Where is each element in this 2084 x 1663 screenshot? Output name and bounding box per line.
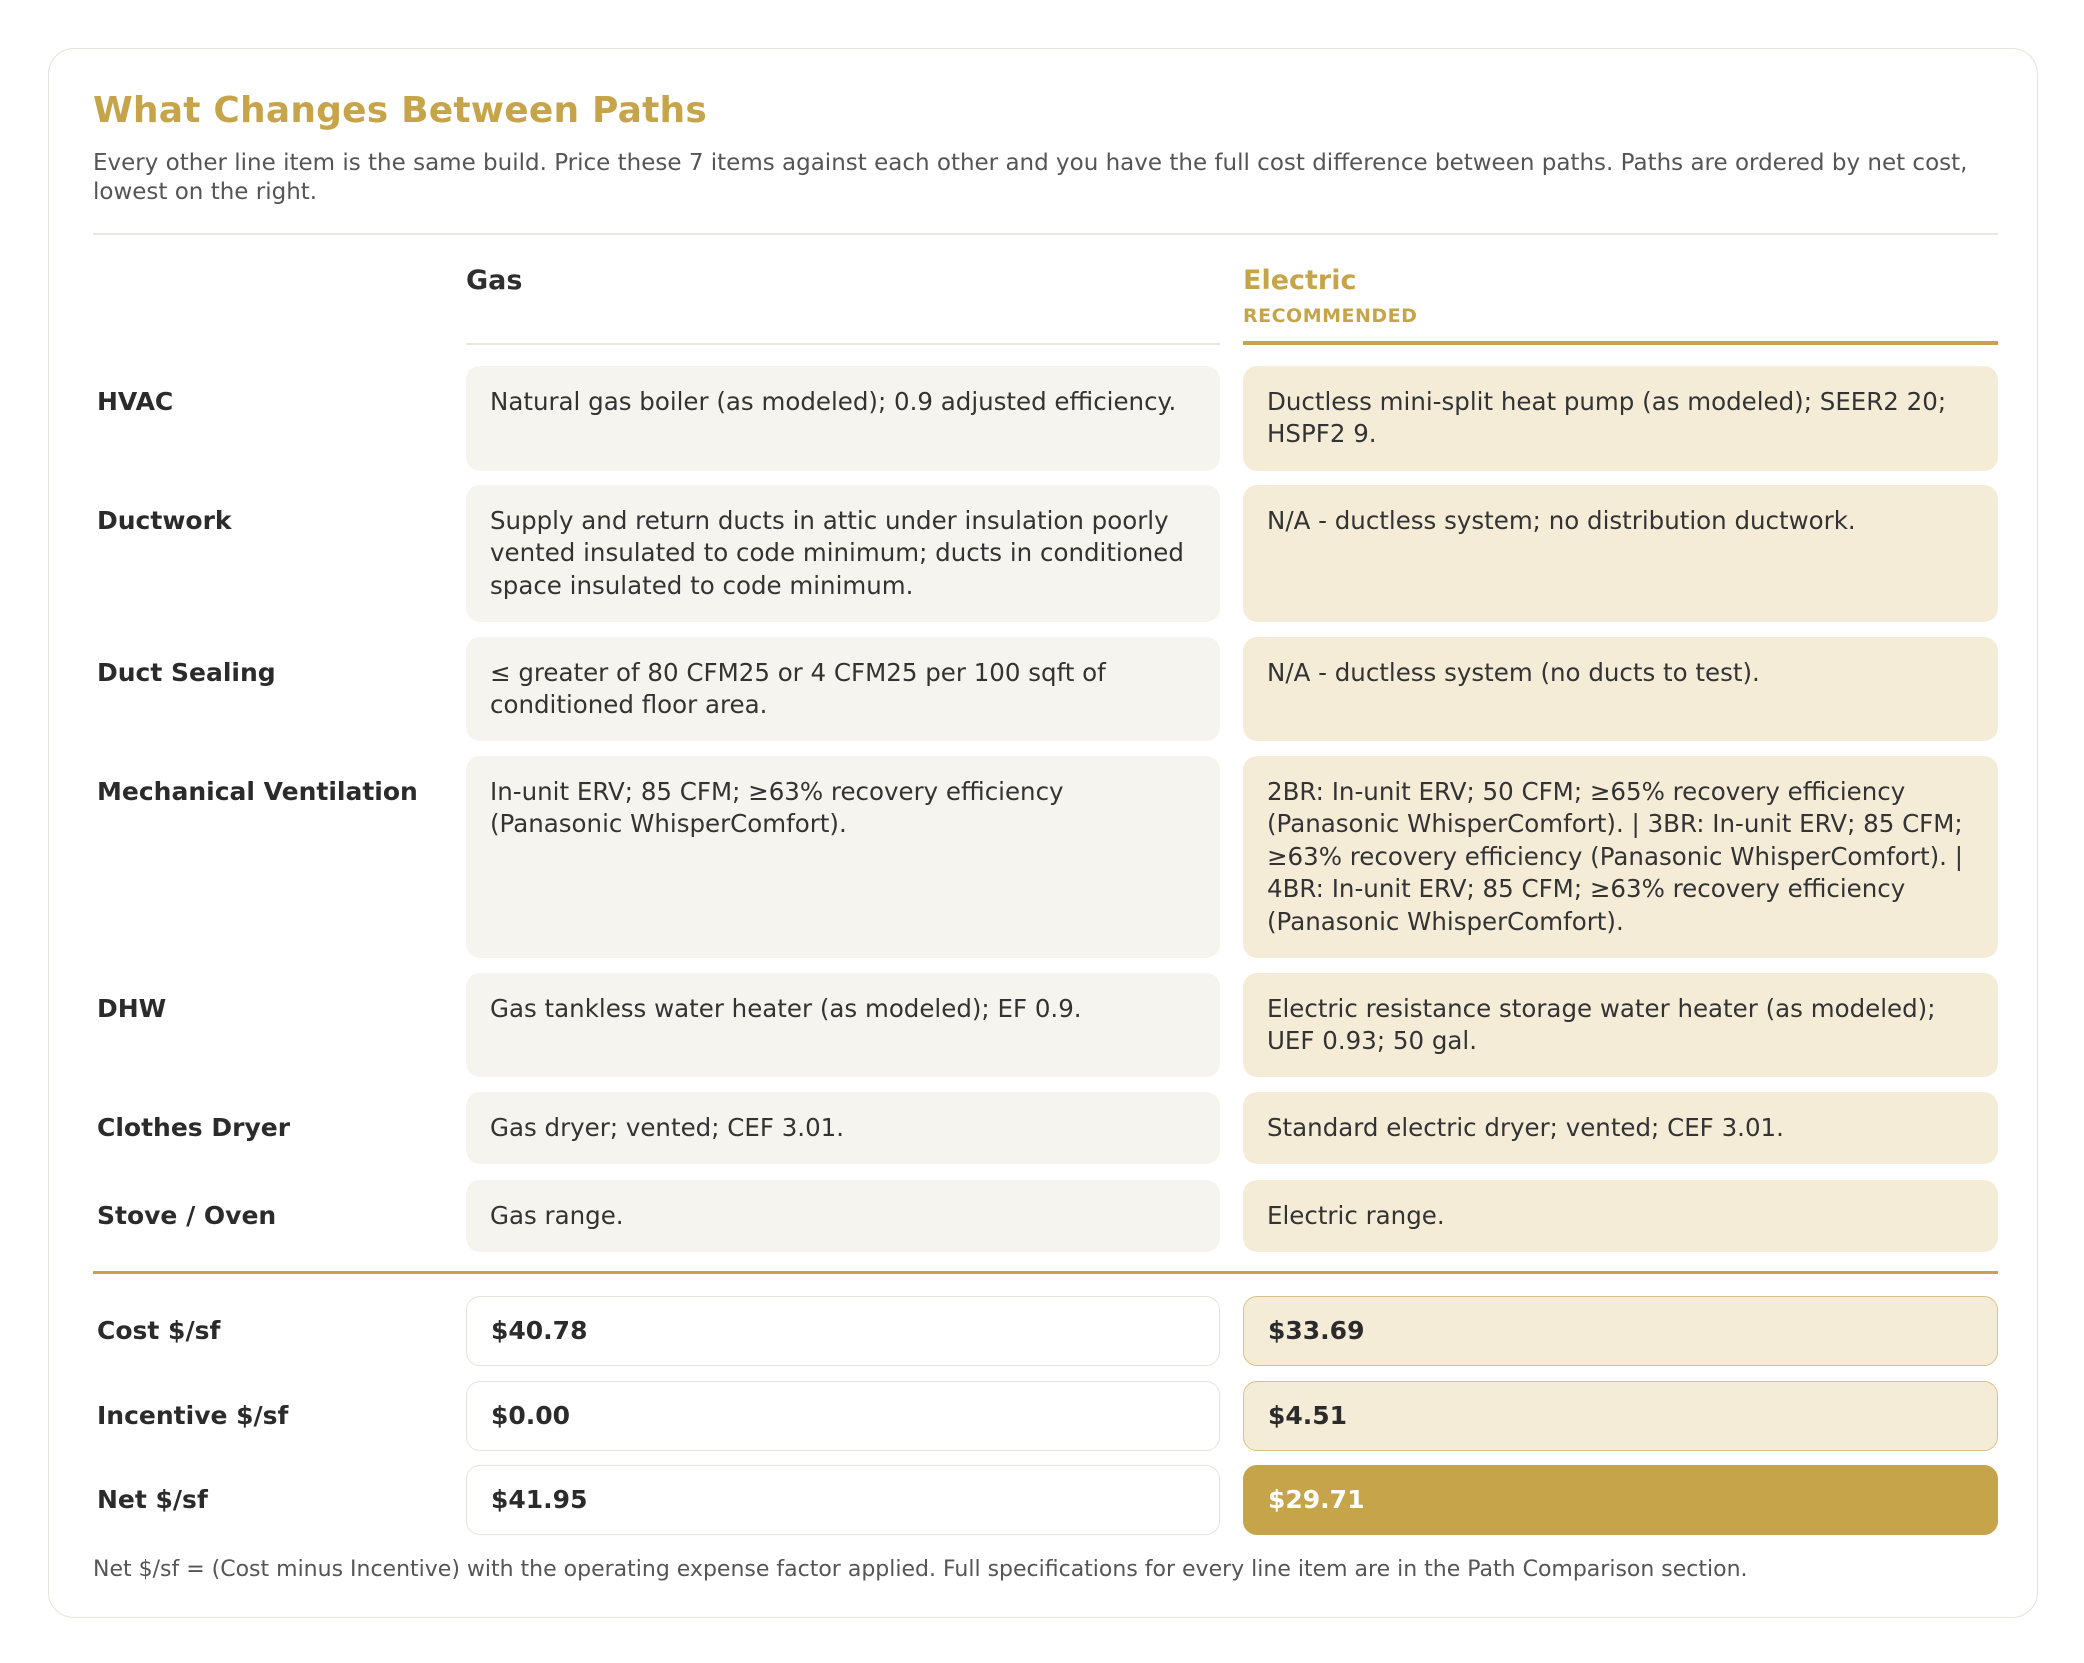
footnote: Net $/sf = (Cost minus Incentive) with the operating expense factor applied. Full specifications for every line item are in the Path Comparison section. [93,1556,1748,1582]
row-label-cost: Cost $/sf [97,1315,221,1345]
card-subtitle: Every other line item is the same build. Price these 7 items against each other and you have the full cost difference between paths. Paths are ordered by net cost, lowest on the right. [93,150,1968,205]
totals-divider [93,1271,1998,1275]
incentive-electric-text: $4.51 [1268,1401,1348,1430]
row-label-clothes-dryer: Clothes Dryer [97,1112,291,1142]
column-header-gas [466,235,1220,345]
incentive-gas-value [466,1381,1220,1451]
cell-electric-dhw: Electric resistance storage water heater (as modeled); UEF 0.93; 50 gal. [1243,973,1998,1077]
comparison-card [48,48,2038,1618]
incentive-gas-text: $0.00 [491,1401,571,1430]
cell-gas-duct-sealing: ≤ greater of 80 CFM25 or 4 CFM25 per 100 sqft of conditioned floor area. [466,637,1220,741]
cost-electric-value [1243,1296,1998,1366]
row-label-hvac: HVAC [97,386,174,416]
net-electric-value [1243,1465,1998,1535]
column-underline-electric [1243,341,1998,345]
net-gas-text: $41.95 [491,1485,588,1514]
cell-electric-stove-oven: Electric range. [1243,1180,1998,1252]
column-underline-gas [466,343,1220,345]
cost-electric-text: $33.69 [1268,1316,1365,1345]
recommended-badge: RECOMMENDED [1243,304,1418,327]
cell-gas-stove-oven: Gas range. [466,1180,1220,1252]
column-header-electric [1243,235,1998,345]
cost-gas-value [466,1296,1220,1366]
column-name-electric: Electric [1243,264,1357,296]
cell-electric-duct-sealing: N/A - ductless system (no ducts to test). [1243,637,1998,741]
row-label-incentive: Incentive $/sf [97,1400,289,1430]
cell-electric-clothes-dryer: Standard electric dryer; vented; CEF 3.01. [1243,1092,1998,1164]
row-label-mechanical-ventilation: Mechanical Ventilation [97,776,418,806]
cell-gas-hvac: Natural gas boiler (as modeled); 0.9 adjusted efficiency. [466,366,1220,471]
net-gas-value [466,1465,1220,1535]
card-title: What Changes Between Paths [93,90,707,131]
cost-gas-text: $40.78 [491,1316,588,1345]
row-label-dhw: DHW [97,993,167,1023]
row-label-net: Net $/sf [97,1484,208,1514]
cell-gas-clothes-dryer: Gas dryer; vented; CEF 3.01. [466,1092,1220,1164]
cell-gas-ductwork: Supply and return ducts in attic under insulation poorly vented insulated to code minimum; ducts in conditioned space insulated to code minimum. [466,485,1220,622]
cell-gas-dhw: Gas tankless water heater (as modeled); EF 0.9. [466,973,1220,1077]
row-label-duct-sealing: Duct Sealing [97,657,276,687]
column-name-gas: Gas [466,264,523,296]
row-label-stove-oven: Stove / Oven [97,1200,277,1230]
row-label-ductwork: Ductwork [97,505,232,535]
cell-electric-hvac: Ductless mini-split heat pump (as modeled); SEER2 20; HSPF2 9. [1243,366,1998,471]
cell-electric-mechanical-ventilation: 2BR: In-unit ERV; 50 CFM; ≥65% recovery efficiency (Panasonic WhisperComfort). | 3BR: In-unit ERV; 85 CFM; ≥63% recovery efficiency (Panasonic WhisperComfort). | 4BR: In-unit ERV; 85 CFM; ≥63% recovery efficiency (Panasonic WhisperComfort). [1243,756,1998,958]
net-electric-text: $29.71 [1268,1485,1365,1514]
cell-gas-mechanical-ventilation: In-unit ERV; 85 CFM; ≥63% recovery efficiency (Panasonic WhisperComfort). [466,756,1220,958]
cell-electric-ductwork: N/A - ductless system; no distribution ductwork. [1243,485,1998,622]
incentive-electric-value [1243,1381,1998,1451]
